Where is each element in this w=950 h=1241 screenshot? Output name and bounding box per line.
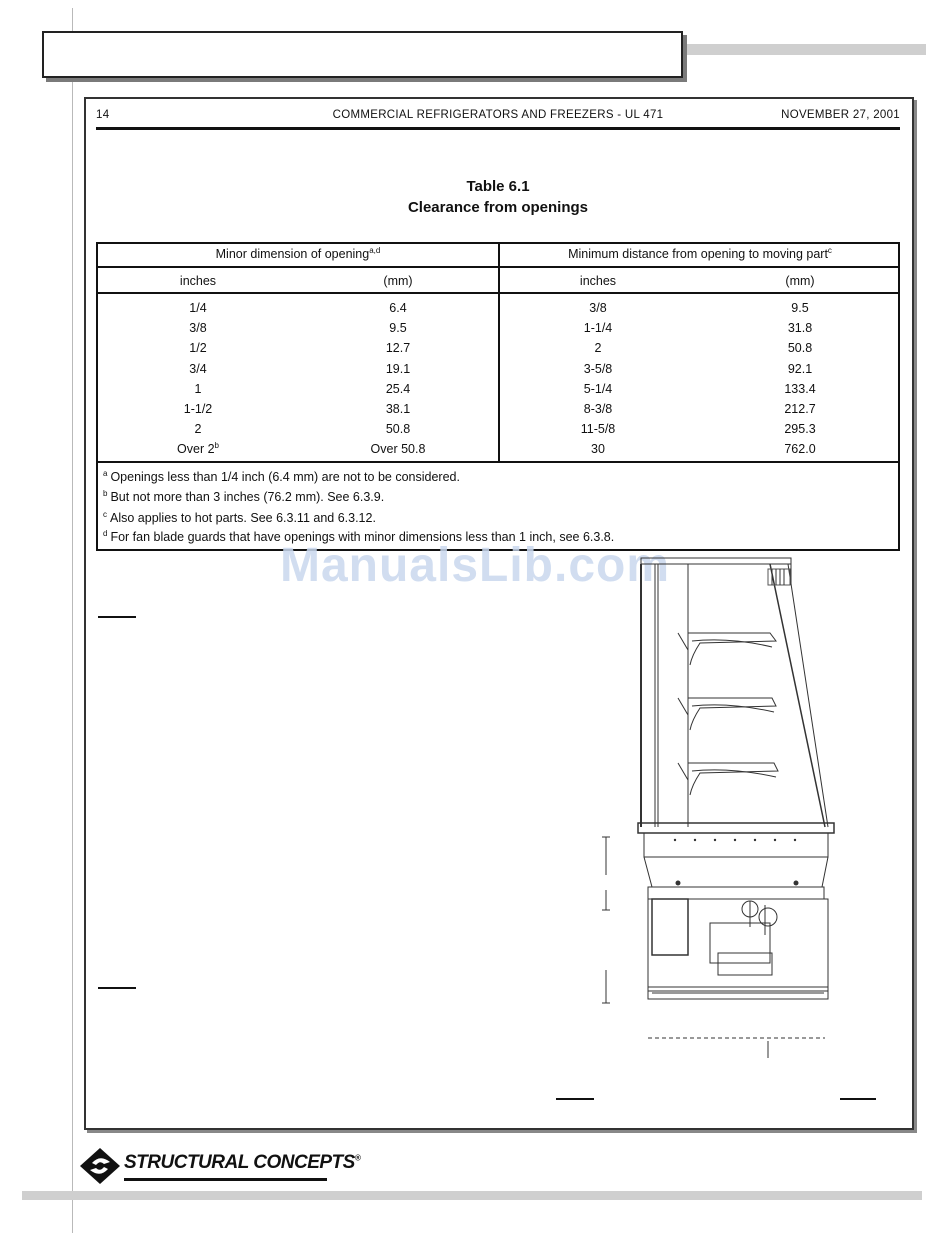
footnote: $^a$ Openings less than 1/4 inch (6.4 mm) are not to be considered.: [103, 468, 460, 484]
group-header-right: Minimum distance from opening to moving part$^c$: [568, 245, 832, 261]
table-row: Over 2$^b$ Over 50.8 30 762.0: [177, 440, 816, 456]
table-row: 1-1/2 38.1 8-3/8 212.7: [183, 402, 816, 416]
sub-header: inches: [179, 274, 217, 288]
document-title: COMMERCIAL REFRIGERATORS AND FREEZERS - UL 471: [332, 109, 664, 121]
short-rule: [98, 987, 136, 989]
table-row: 3/4 19.1 3-5/8 92.1: [189, 362, 813, 376]
page-number: 14: [96, 109, 110, 121]
header-rule: [96, 127, 900, 130]
footnote: $^c$ Also applies to hot parts. See 6.3.11 and 6.3.12.: [103, 509, 376, 525]
watermark: ManualsLib.com: [279, 539, 671, 592]
document-date: NOVEMBER 27, 2001: [781, 109, 900, 121]
table-caption: [96, 176, 900, 218]
table-subtitle: Clearance from openings: [407, 199, 589, 216]
clearance-table: [96, 242, 900, 551]
short-rule: [98, 616, 136, 618]
short-rule: [556, 1098, 594, 1100]
top-header-box: [42, 31, 683, 78]
sub-header: (mm): [785, 274, 815, 288]
table-number: Table 6.1: [466, 178, 530, 195]
group-header-left: Minor dimension of opening$^{a,d}$: [215, 245, 381, 261]
table-row: 1/2 12.7 2 50.8: [189, 341, 813, 355]
footnote: $^d$ For fan blade guards that have openings with minor dimensions less than 1 inch, see 6.3.8.: [103, 528, 615, 544]
sub-header: inches: [579, 274, 617, 288]
sub-header: (mm): [383, 274, 413, 288]
table-row: 1 25.4 5-1/4 133.4: [194, 382, 816, 396]
brand-underline: [124, 1178, 327, 1181]
short-rule: [840, 1098, 876, 1100]
footer-accent-bar: [22, 1191, 922, 1200]
top-accent-bar: [683, 44, 926, 55]
table-row: 2 50.8 11-5/8 295.3: [194, 422, 816, 436]
table-row: 3/8 9.5 1-1/4 31.8: [189, 321, 813, 335]
running-header: [96, 109, 900, 129]
row-rule: [98, 266, 898, 268]
left-margin-line: [72, 8, 73, 1233]
brand-name: STRUCTURAL CONCEPTS®: [124, 1152, 361, 1173]
refrigerated-case-illustration: [600, 555, 845, 1065]
table-row: 1/4 6.4 3/8 9.5: [189, 301, 809, 315]
row-rule: [98, 292, 898, 294]
footnote: $^b$ But not more than 3 inches (76.2 mm). See 6.3.9.: [103, 488, 385, 504]
